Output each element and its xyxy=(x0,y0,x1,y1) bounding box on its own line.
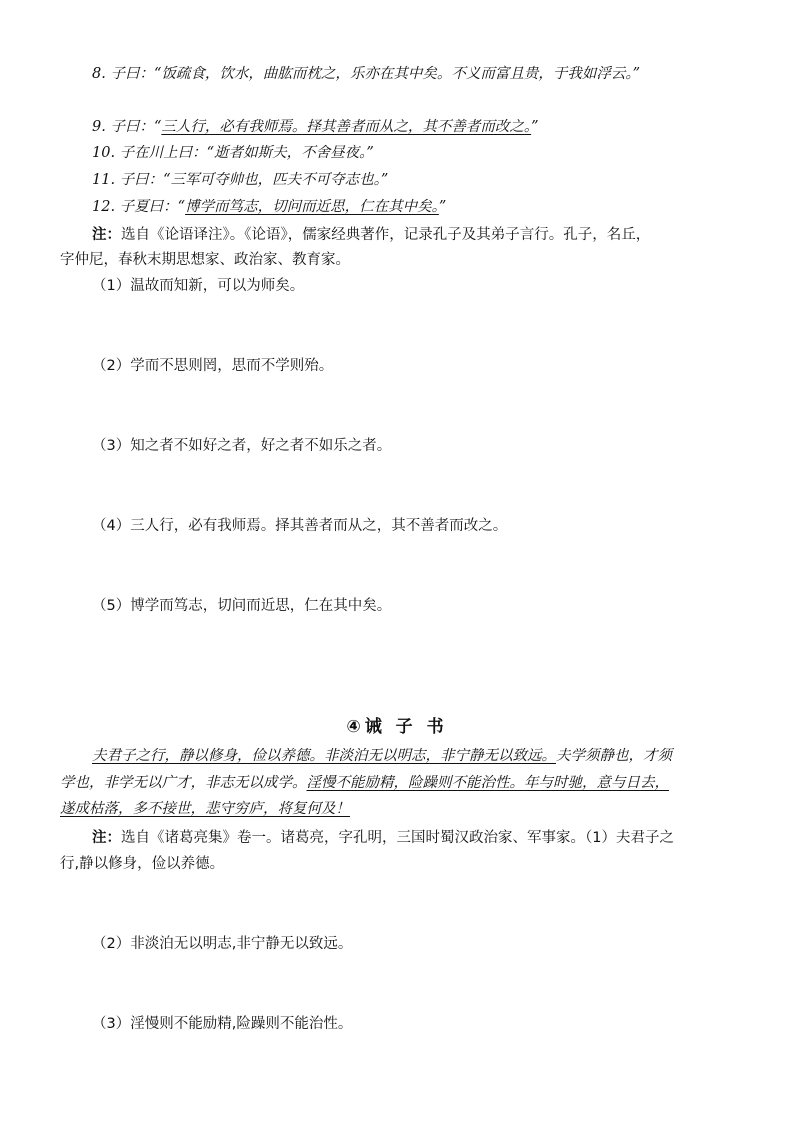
note-2-label: 注： xyxy=(92,830,121,846)
passage-line-2 xyxy=(60,773,669,793)
note-1-line-2: 字仲尼，春秋末期思想家、政治家、教育家。 xyxy=(60,252,350,268)
passage-line-1 xyxy=(92,746,672,766)
quote-12 xyxy=(92,197,446,217)
section2-task-2: （2）非淡泊无以明志,非宁静无以致远。 xyxy=(92,936,353,952)
task-1: （1）温故而知新，可以为师矣。 xyxy=(92,278,305,294)
passage-line-3-underlined: 遂成枯落，多不接世，悲守穷庐，将复何及！ xyxy=(60,801,350,817)
note-1-line-1 xyxy=(92,225,650,245)
passage-line-3 xyxy=(60,799,350,819)
passage-line-2-underlined: 淫慢不能励精，险躁则不能治性。年与时驰，意与日去， xyxy=(306,775,669,791)
task-3: （3）知之者不如好之者，好之者不如乐之者。 xyxy=(92,438,392,454)
passage-line-2-plain: 学也，非学无以广才，非志无以成学。 xyxy=(60,775,307,791)
section2-task-3: （3）淫慢则不能励精,险躁则不能治性。 xyxy=(92,1016,353,1032)
quote-10: 10. 子在川上曰：“逝者如斯夫，不舍昼夜。” xyxy=(92,145,374,161)
task-2: （2）学而不思则罔，思而不学则殆。 xyxy=(92,358,334,374)
passage-line-1-rest: 夫学须静也，才须 xyxy=(556,748,672,764)
quote-12-underlined: 博学而笃志，切问而近思，仁在其中矣。 xyxy=(185,199,439,215)
passage-line-1-underlined: 夫君子之行，静以修身，俭以养德。非淡泊无以明志，非宁静无以致远。 xyxy=(92,748,556,764)
quote-9 xyxy=(92,117,539,137)
quote-12-suffix: ” xyxy=(438,199,447,215)
quote-11: 11. 子曰：“三军可夺帅也，匹夫不可夺志也。” xyxy=(92,172,389,188)
note-2-line-2: 行,静以修身，俭以养德。 xyxy=(60,856,225,872)
note-2-text-1: 选自《诸葛亮集》卷一。诸葛亮，字孔明，三国时蜀汉政治家、军事家。（1）夫君子之 xyxy=(121,830,674,846)
note-1-label: 注： xyxy=(92,227,121,243)
task-4: （4）三人行，必有我师焉。择其善者而从之，其不善者而改之。 xyxy=(92,518,508,534)
quote-12-prefix: 12. 子夏曰：“ xyxy=(92,199,186,215)
note-1-text-1: 选自《论语译注》。《论语》，儒家经典著作，记录孔子及其弟子言行。孔子，名丘， xyxy=(121,227,651,243)
task-5: （5）博学而笃志，切问而近思，仁在其中矣。 xyxy=(92,598,392,614)
note-2-line-1 xyxy=(92,828,674,848)
quote-9-underlined: 三人行，必有我师焉。择其善者而从之，其不善者而改之。 xyxy=(161,119,532,135)
quote-8: 8. 子曰：“饭疏食，饮水，曲肱而枕之，乐亦在其中矣。不义而富且贵，于我如浮云。” xyxy=(92,66,641,82)
quote-9-suffix: ” xyxy=(531,119,539,135)
section-title: ④诫 子 书 xyxy=(346,717,448,737)
quote-9-prefix: 9. 子曰：“ xyxy=(92,119,162,135)
